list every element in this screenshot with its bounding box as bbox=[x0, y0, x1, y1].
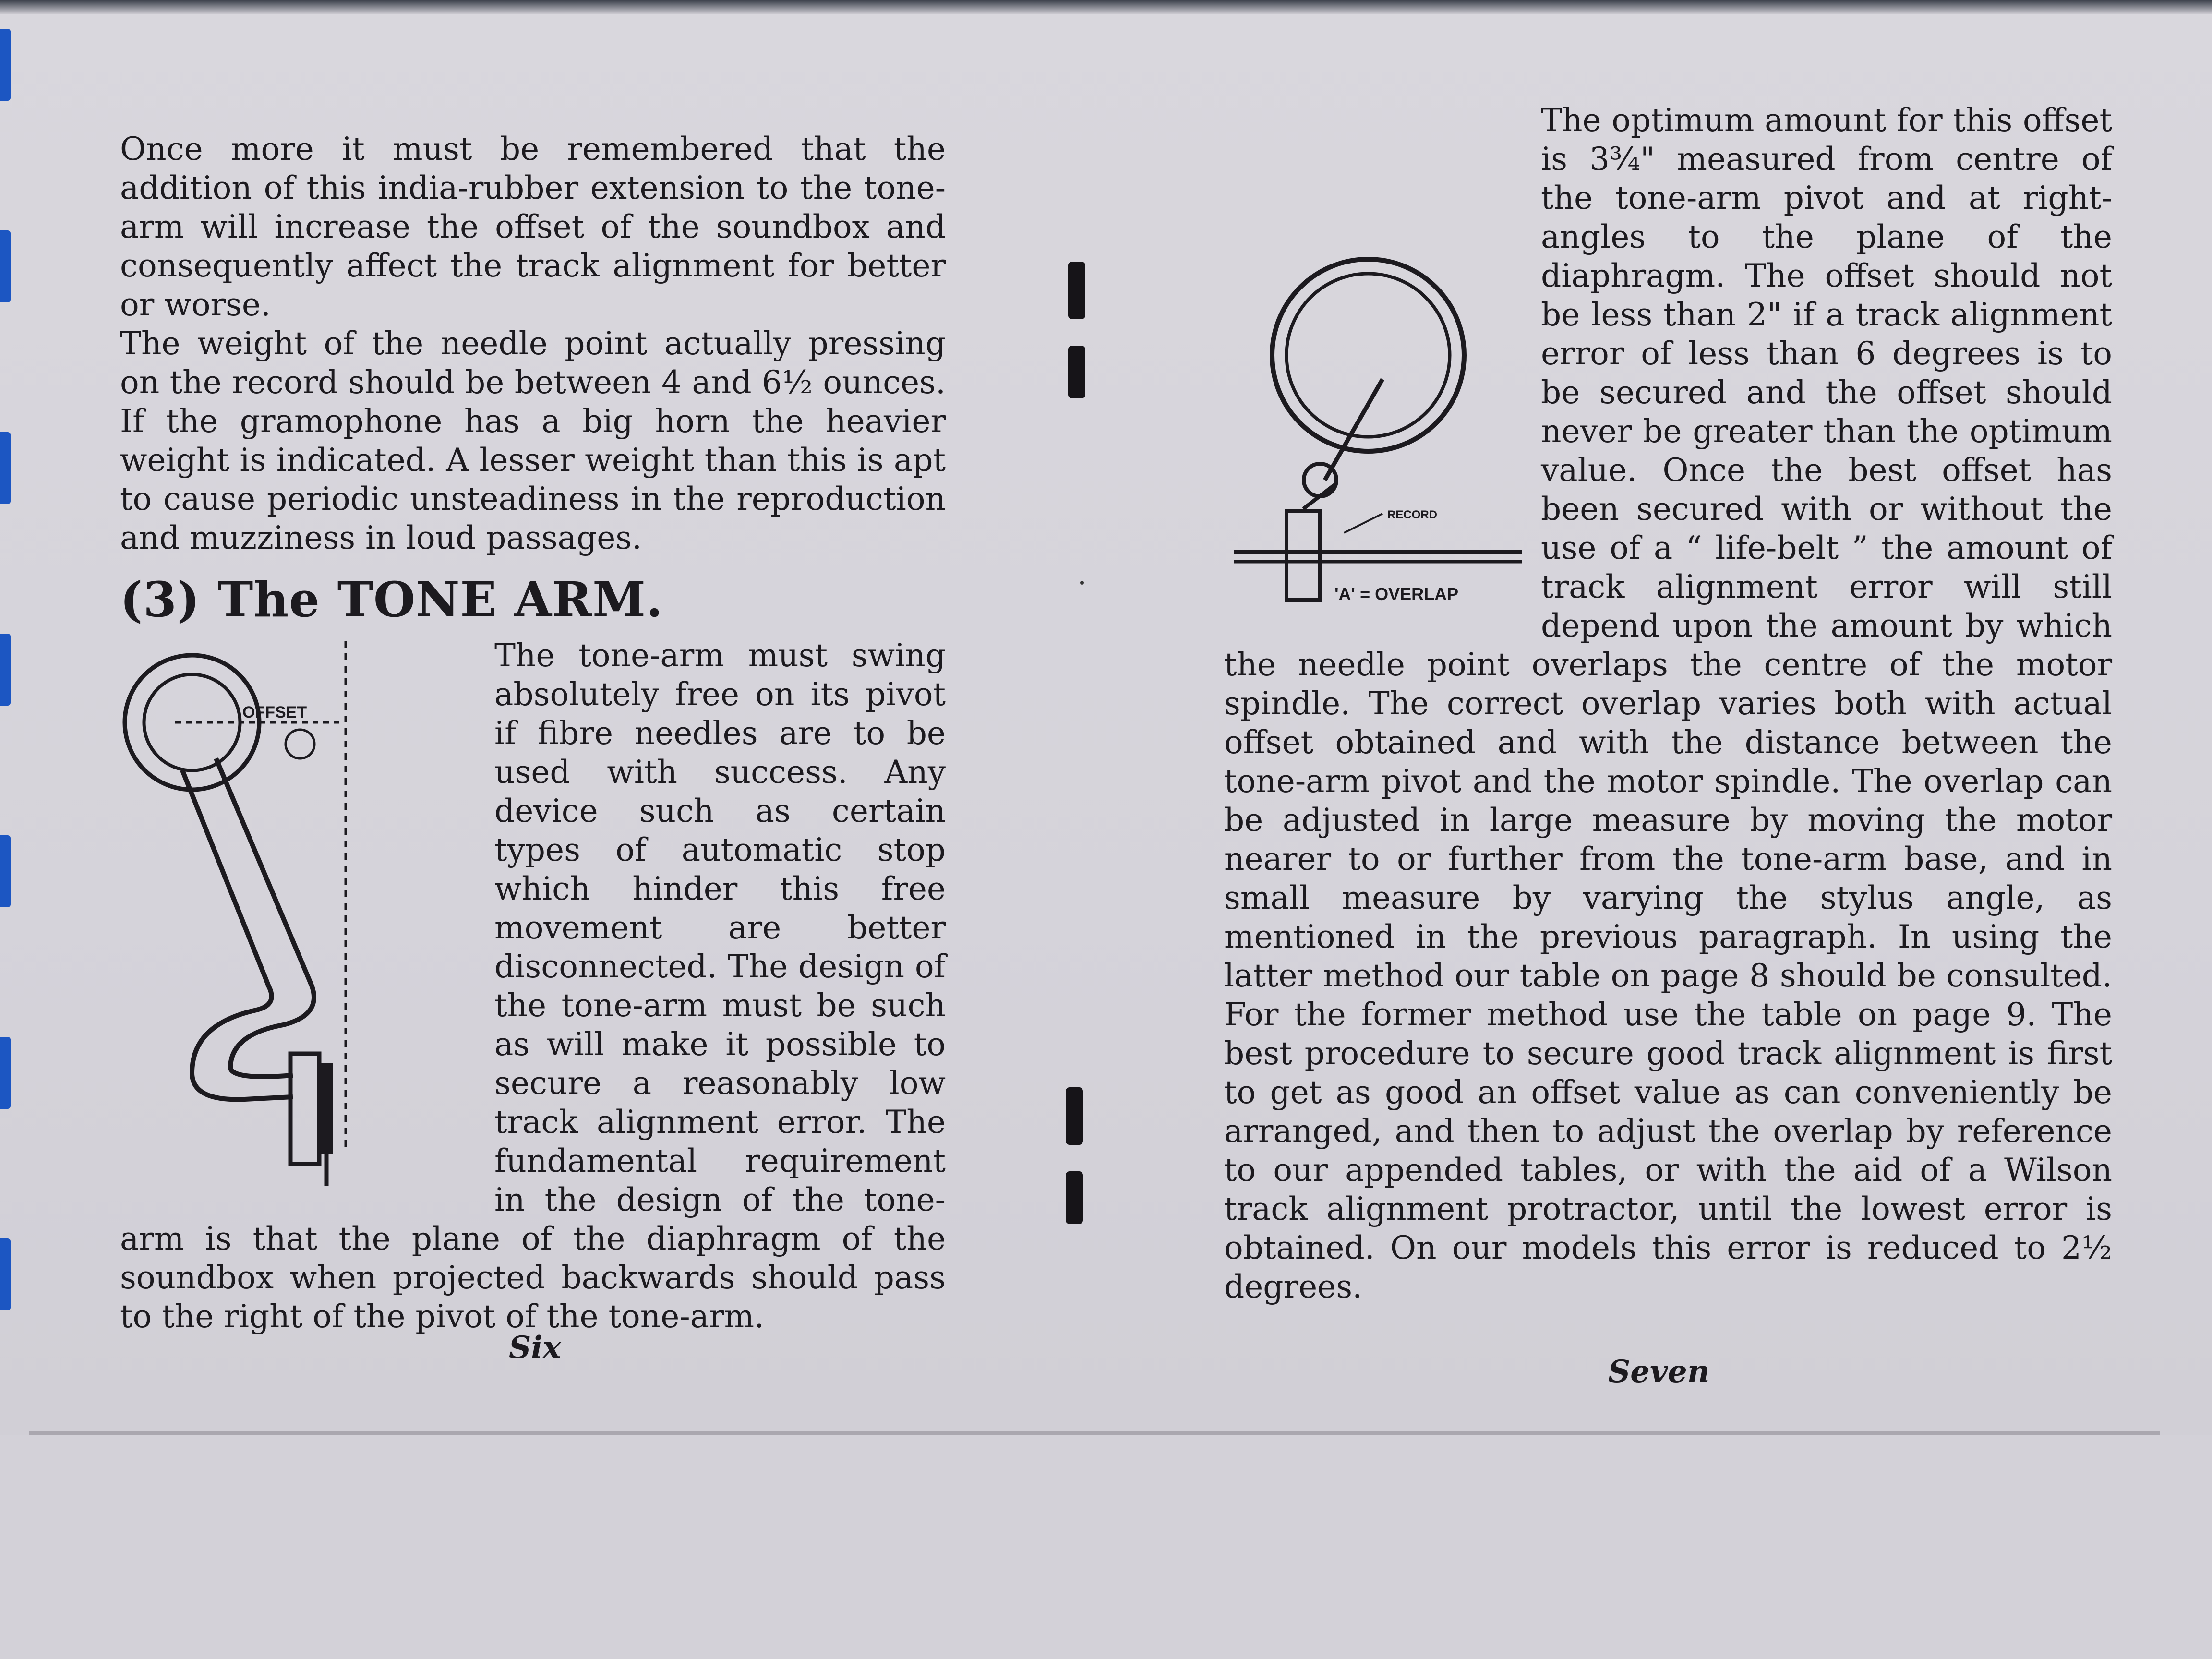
gutter-hole bbox=[1068, 346, 1085, 398]
top-shadow bbox=[0, 0, 2212, 14]
left-paragraph-3-text: The tone-arm must swing absolutely free on its pivot if fibre needles are to be used with success. Any device such as certain types of automatic stop which hinder this free movement are better disconnected. The design of the tone-arm must be such as will make it possible to secure a reasonably low track alignment error. The fundamental requirement in the design of the tone-arm is that the plane of the diaphragm of the soundbox when projected backwards should pass to the right of the pivot of the tone-arm. bbox=[120, 637, 946, 1335]
binding-coil bbox=[0, 634, 11, 706]
offset-label: OFFSET bbox=[242, 703, 307, 721]
underlying-page bbox=[0, 1435, 2212, 1659]
binding-coil bbox=[0, 1037, 11, 1109]
tone-arm-diagram bbox=[120, 641, 485, 1188]
left-page bbox=[120, 130, 946, 1336]
page-bottom-edge bbox=[29, 1431, 2160, 1435]
left-paragraph-1: Once more it must be remembered that the addition of this india-rubber extension to the tone-arm will increase the offset of the soundbox and consequently affect the track alignment for better or worse. bbox=[120, 131, 946, 323]
binding-coil bbox=[0, 29, 11, 101]
paper-speck bbox=[1080, 581, 1084, 585]
page-number-seven: Seven bbox=[1608, 1354, 1710, 1390]
right-paragraph-text: The optimum amount for this offset is 3¾" measured from centre of the tone-arm pivot and at right-angles to the plane of the diaphragm. The offset should not be less than 2" if a track alignment error of less than 6 degrees is to be secured and the offset should never be greater than the optimum value. Once the best offset has been secured with or without the use of a “ life-belt ” the amount of track alignment error will still depend upon the amount by which the needle point overlaps the centre of the motor spindle. The correct overlap varies both with actual offset obtained and with the distance between the tone-arm pivot and the motor spindle. The overlap can be adjusted in large measure by moving the motor nearer to or further from the tone-arm base, and in small measure by varying the stylus angle, as mentioned in the previous paragraph. In using the latter method our table on page 8 should be consulted. For the former method use the table on page 9. The best procedure to secure good track alignment is first to get as good an offset value as can conveniently be arranged, and then to adjust the overlap by reference to our appended tables, or with the aid of a Wilson track alignment protractor, until the lowest error is obtained. On our models this error is reduced to 2½ degrees. bbox=[1224, 102, 2112, 1305]
binding-coil bbox=[0, 432, 11, 504]
left-paragraph-3 bbox=[120, 636, 946, 1336]
gutter-hole bbox=[1066, 1087, 1083, 1145]
right-page bbox=[1224, 101, 2112, 1306]
binding-coil bbox=[0, 835, 11, 907]
binding-coil bbox=[0, 1238, 11, 1310]
page-number-six: Six bbox=[509, 1330, 561, 1366]
gutter-hole bbox=[1066, 1171, 1083, 1224]
record-overlap-diagram bbox=[1224, 254, 1531, 619]
left-paragraph-2: The weight of the needle point actually pressing on the record should be between 4 and 6½ ounces. If the gramophone has a big horn the heavier weight is indicated. A lesser weight than this is apt to cause periodic unsteadiness in the reproduction and muzziness in loud passages. bbox=[120, 325, 946, 556]
gutter-hole bbox=[1068, 262, 1085, 319]
section-heading: (3) The TONE ARM. bbox=[120, 571, 663, 628]
right-paragraph-1 bbox=[1224, 101, 2112, 1306]
record-label: RECORD bbox=[1387, 508, 1438, 521]
overlap-label: 'A' = OVERLAP bbox=[1334, 584, 1459, 604]
binding-coil bbox=[0, 230, 11, 302]
spiral-binding bbox=[0, 0, 22, 1659]
